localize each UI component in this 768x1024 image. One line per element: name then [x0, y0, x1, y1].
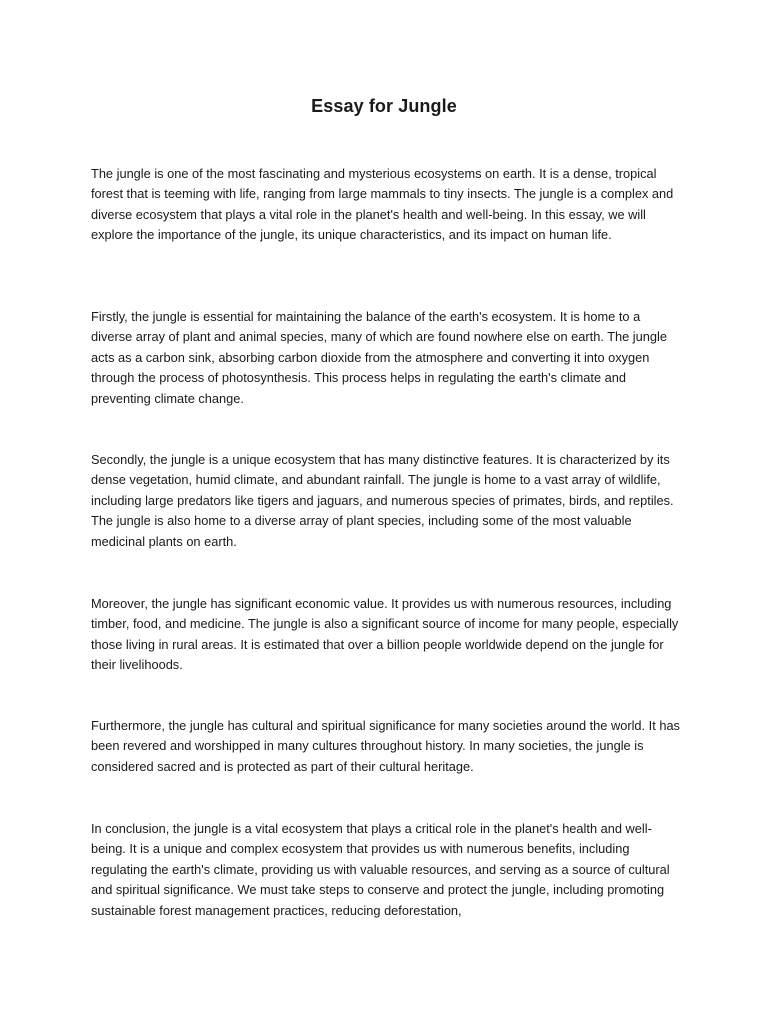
paragraph-ecosystem-balance: Firstly, the jungle is essential for maintaining the balance of the earth's ecosystem. It is home to a diverse array of plant and animal species, many of which are found nowhere else on earth. The jungle acts as a carbon sink, absorbing carbon dioxide from the atmosphere and converting it into oxygen through the process of photosynthesis. This process helps in regulating the earth's climate and preventing climate change.: [91, 309, 667, 406]
paragraph-conclusion: In conclusion, the jungle is a vital ecosystem that plays a critical role in the planet's health and well-being. It is a unique and complex ecosystem that provides us with numerous benefits, including regulating the earth's climate, providing us with valuable resources, and serving as a source of cultural and spiritual significance. We must take steps to conserve and protect the jungle, including promoting sustainable forest management practices, reducing deforestation,: [91, 821, 670, 918]
document-title: Essay for Jungle: [311, 96, 457, 116]
paragraph-unique-features: Secondly, the jungle is a unique ecosystem that has many distinctive features. It is characterized by its dense vegetation, humid climate, and abundant rainfall. The jungle is home to a vast array of wildlife, including large predators like tigers and jaguars, and numerous species of primates, birds, and reptiles. The jungle is also home to a diverse array of plant species, including some of the most valuable medicinal plants on earth.: [91, 452, 674, 549]
paragraph-cultural-significance: Furthermore, the jungle has cultural and spiritual significance for many societies around the world. It has been revered and worshipped in many cultures throughout history. In many societies, the jungle is considered sacred and is protected as part of their cultural heritage.: [91, 718, 680, 774]
paragraph-intro: The jungle is one of the most fascinating and mysterious ecosystems on earth. It is a dense, tropical forest that is teeming with life, ranging from large mammals to tiny insects. The jungle is a complex and diverse ecosystem that plays a vital role in the planet's health and well-being. In this essay, we will explore the importance of the jungle, its unique characteristics, and its impact on human life.: [91, 166, 674, 243]
paragraph-economic-value: Moreover, the jungle has significant economic value. It provides us with numerous resources, including timber, food, and medicine. The jungle is also a significant source of income for many people, especially those living in rural areas. It is estimated that over a billion people worldwide depend on the jungle for their livelihoods.: [91, 596, 679, 673]
